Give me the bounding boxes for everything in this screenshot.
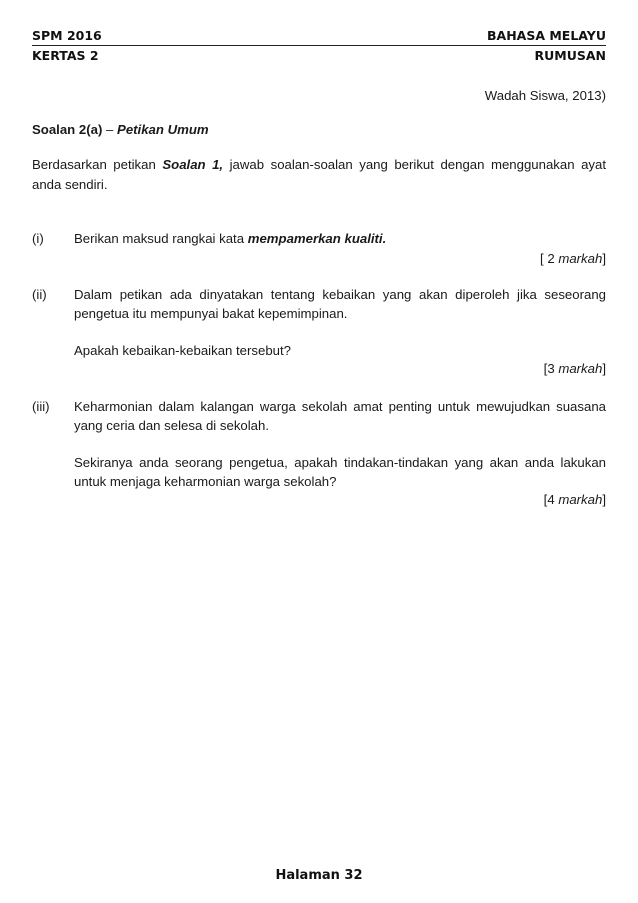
question-text-line-2: yang ceria dan selesa di sekolah. (74, 418, 270, 433)
marks-suffix: ] (602, 492, 606, 507)
marks-prefix: [ 2 (540, 251, 559, 266)
section-label: Soalan 2(a) (32, 122, 103, 137)
header-rule (32, 45, 606, 46)
page-number: Halaman 32 (275, 868, 363, 883)
question-text-line-2: pengetua itu mempunyai bakat kepemimpinan. (74, 306, 348, 321)
section-heading (32, 120, 606, 140)
question-text (74, 229, 606, 249)
question-subquestion: Apakah kebaikan-kebaikan tersebut? (74, 343, 292, 358)
question-number: (ii) (32, 287, 47, 302)
section-title: Petikan Umum (117, 122, 209, 137)
question-text-plain: Berikan maksud rangkai kata (74, 231, 248, 246)
subject-name: BAHASA MELAYU (487, 28, 606, 43)
marks-word: markah (558, 251, 603, 266)
marks-label (32, 249, 606, 269)
marks-prefix: [3 (543, 361, 559, 376)
section-type: RUMUSAN (534, 48, 606, 63)
section-dash: – (102, 122, 118, 137)
question-number: (i) (32, 231, 44, 246)
marks-prefix: [4 (543, 492, 559, 507)
question-number: (iii) (32, 399, 50, 414)
question-subquestion-line-2: untuk menjaga keharmonian warga sekolah? (74, 474, 337, 489)
question-term: mempamerkan kualiti. (247, 231, 387, 246)
question-subquestion-line-1: Sekiranya anda seorang pengetua, apakah tindakan-tindakan yang akan anda lakukan (74, 455, 606, 470)
instruction-text-cont: jawab soalan-soalan yang berikut dengan menggunakan ayat (223, 157, 607, 172)
citation: Wadah Siswa, 2013) (484, 88, 606, 103)
marks-label (32, 490, 606, 510)
instruction-bold: Soalan 1, (162, 157, 224, 172)
marks-word: markah (558, 492, 603, 507)
question-text-line-1: Dalam petikan ada dinyatakan tentang kebaikan yang akan diperoleh jika seseorang (74, 287, 606, 302)
marks-suffix: ] (602, 361, 606, 376)
instruction-line-2: anda sendiri. (32, 177, 108, 192)
marks-suffix: ] (602, 251, 606, 266)
marks-word: markah (558, 361, 603, 376)
exam-year: SPM 2016 (32, 28, 102, 43)
instruction-line-1 (32, 155, 606, 175)
question-text-line-1: Keharmonian dalam kalangan warga sekolah amat penting untuk mewujudkan suasana (74, 399, 606, 414)
paper-number: KERTAS 2 (32, 48, 99, 63)
instruction-text: Berdasarkan petikan (32, 157, 163, 172)
marks-label (32, 359, 606, 379)
